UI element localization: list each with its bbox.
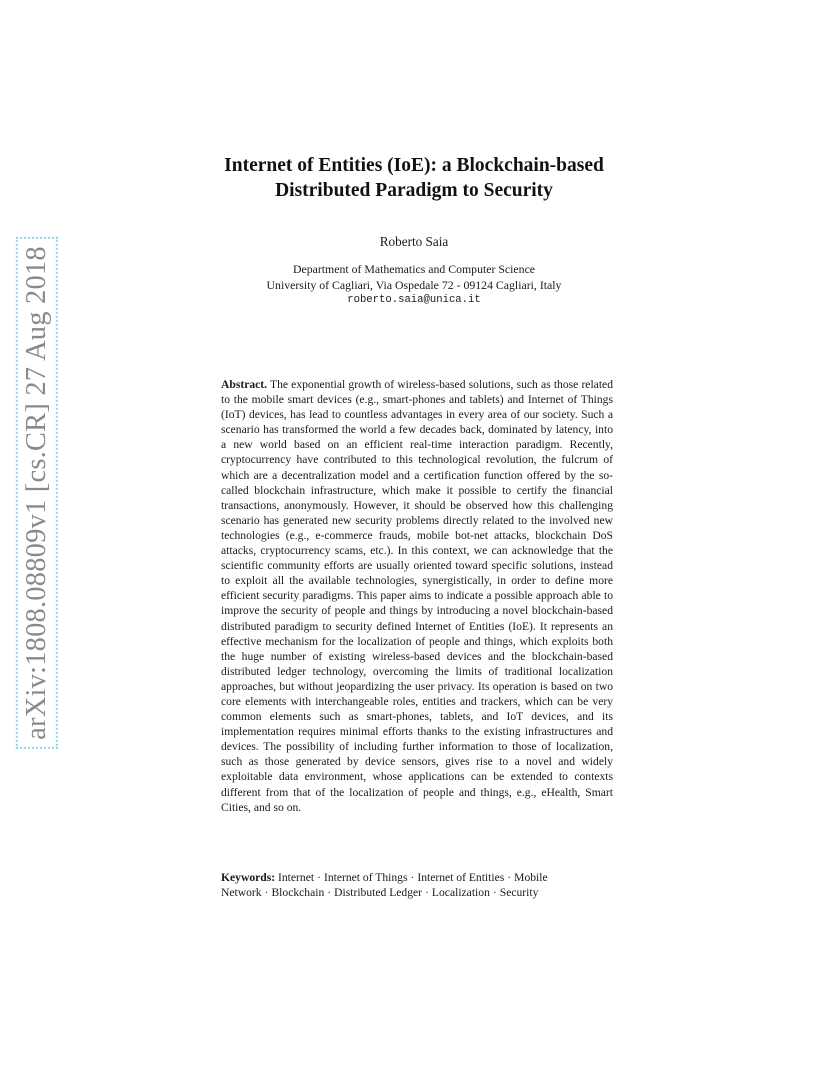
- keyword-separator: ·: [410, 871, 415, 884]
- keyword-separator: ·: [264, 886, 269, 900]
- arxiv-stamp[interactable]: [14, 246, 60, 740]
- author-name: Roberto Saia: [379, 234, 449, 249]
- author-email[interactable]: roberto.saia@unica.it: [347, 294, 481, 306]
- arxiv-id-text: arXiv:1808.08809v1 [cs.CR] 27 Aug 2018: [19, 240, 55, 746]
- abstract-text: The exponential growth of wireless-based solutions, such as those related to the mobile smart devices (e.g., smart-phones and tablets) and Internet of Things (IoT) devices, has lead to countless advantages in every area of our society. Such a scenario has transformed the world a few decades back, dominated by latency, into a new world based on an efficient real-time interaction paradigm. Recently, cryptocurrency have contributed to this technological revolution, the fulcrum of which are a decentralization model and a certification function offered by the so-called blockchain infrastructure, which make it possible to certify the financial transactions, anonymously. However, it should be observed how this challenging scenario has generated new security problems directly related to the involved new technologies (e.g., e-commerce frauds, mobile bot-net attacks, blockchain DoS attacks, cryptocurrency scams, etc.). In this context, we can acknowledge that the scientific community efforts are usually oriented toward specific solutions, instead to exploit all the available technologies, synergistically, in order to define more efficient security paradigms. This paper aims to indicate a possible approach able to improve the security of people and things by introducing a novel blockchain-based distributed paradigm to security defined Internet of Entities (IoE). It represents an effective mechanism for the localization of people and things, which exploits both the huge number of existing wireless-based devices and the blockchain-based distributed ledger technology, overcoming the limits of traditional localization approaches, but without jeopardizing the user privacy. Its operation is based on two core elements with interchangeable roles, entities and trackers, which can be very common elements such as smart-phones, tablets, and IoT devices, and its implementation requires minimal efforts thanks to the existing infrastructures and devices. The possibility of including further information to those of localization, such as those generated by device sensors, gives rise to a novel and widely exploitable data environment, whose applications can be extended to contexts different from that of the localization of people and things, e.g., eHealth, Smart Cities, and so on.: [221, 378, 613, 814]
- keywords-label: Keywords:: [221, 871, 276, 884]
- keyword-item: Internet of Things: [323, 871, 408, 884]
- keyword-item: Distributed Ledger: [334, 886, 423, 900]
- keyword-item: Internet of Entities: [417, 871, 505, 884]
- paper-title: [0, 153, 828, 203]
- title-line-1: Internet of Entities (IoE): a Blockchain-based: [224, 155, 604, 176]
- affiliation-department: Department of Mathematics and Computer Science: [292, 262, 536, 276]
- keyword-item: Security: [499, 886, 539, 900]
- keyword-separator: ·: [317, 871, 321, 884]
- abstract: [221, 377, 613, 815]
- keyword-separator: ·: [425, 886, 429, 900]
- abstract-label: Abstract.: [221, 378, 268, 391]
- keyword-item: Blockchain: [271, 886, 325, 900]
- affiliation-university: University of Cagliari, Via Ospedale 72 - 09124 Cagliari, Italy: [266, 277, 562, 292]
- keywords: [221, 870, 613, 900]
- keyword-separator: ·: [507, 871, 512, 884]
- keyword-separator: ·: [492, 886, 497, 900]
- affiliation: [0, 262, 828, 309]
- keyword-item: Mobile Network: [221, 871, 548, 900]
- keyword-separator: ·: [327, 886, 332, 900]
- keyword-item: Localization: [431, 886, 490, 900]
- keyword-item: Internet: [278, 871, 315, 884]
- title-line-2: Distributed Paradigm to Security: [275, 180, 553, 201]
